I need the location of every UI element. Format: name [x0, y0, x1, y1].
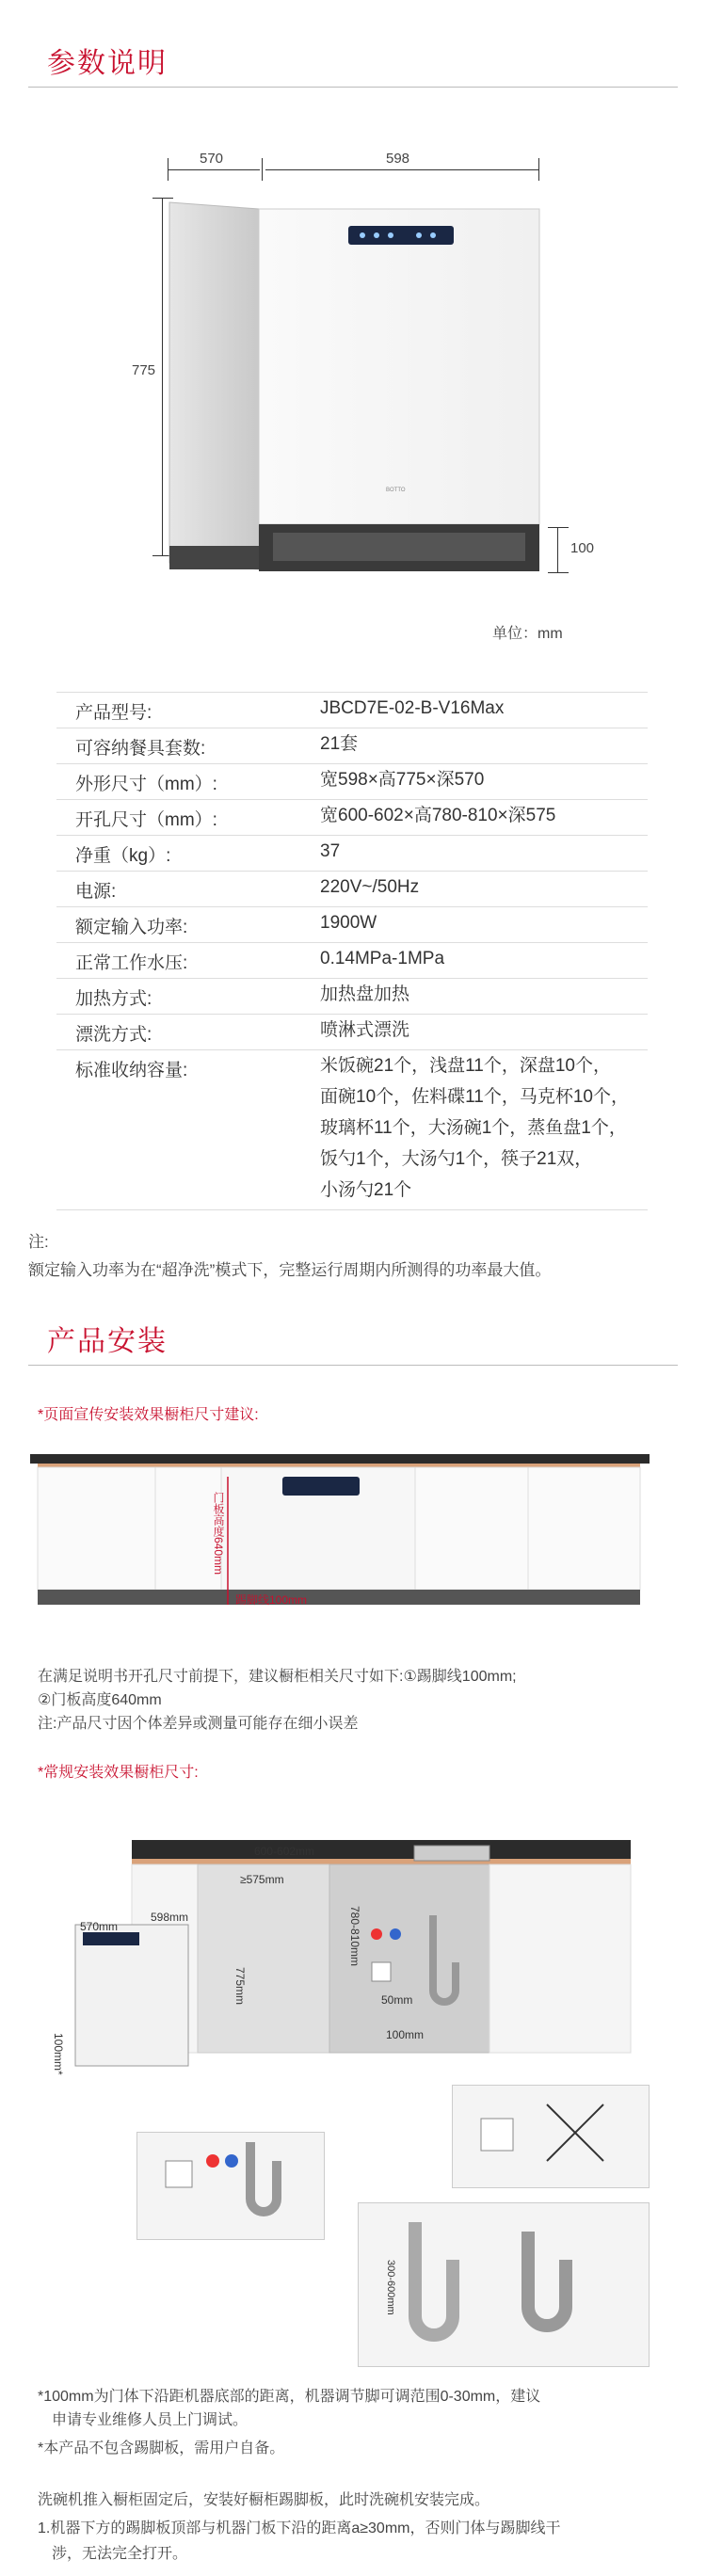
spec-value: 宽600-602×高780-810×深575: [320, 806, 556, 825]
section-title-install: 产品安装: [47, 1326, 168, 1357]
spec-value: 米饭碗21个，浅盘11个，深盘10个， 面碗10个，佐料碟11个，马克杯10个， 玻璃杯11个，大汤碗1个，蒸鱼盘1个， 饭勺1个，大汤勺1个，筷子21双， 小汤勺21个: [320, 1056, 629, 1200]
install-subtitle-2: *常规安装效果橱柜尺寸:: [38, 1765, 199, 1781]
footnote: *100mm为门体下沿距机器底部的距离，机器调节脚可调范围0-30mm，建议: [38, 2389, 541, 2405]
spec-key: 漂洗方式:: [75, 1025, 152, 1045]
spec-key: 额定输入功率:: [75, 918, 188, 937]
spec-key: 加热方式:: [75, 989, 152, 1009]
spec-value: 0.14MPa-1MPa: [320, 949, 445, 968]
opening-height-label: 780-810mm: [348, 1906, 361, 1967]
unit-label: 单位：mm: [492, 626, 563, 642]
socket-height-label: 50mm: [381, 1993, 413, 2007]
kick-height-label: 踢脚线100mm: [235, 1593, 308, 1607]
door-height-label: 门板高度640mm: [212, 1492, 225, 1576]
install-subtitle-1: *页面宣传安装效果橱柜尺寸建议:: [38, 1407, 259, 1423]
height-label: 775: [132, 362, 156, 378]
product-height-label: 775mm: [233, 1967, 247, 2006]
brand-logo: BOTTO: [386, 488, 406, 493]
section-divider: [28, 87, 678, 88]
footnote: 涉，无法完全打开。: [52, 2546, 188, 2562]
detail-photo-drain: [358, 2202, 650, 2367]
section-divider: [28, 1365, 678, 1366]
install-para-line: 在满足说明书开孔尺寸前提下，建议橱柜相关尺寸如下:①踢脚线100mm;: [38, 1669, 517, 1685]
spec-value: 21套: [320, 734, 359, 754]
depth-label: 570: [200, 151, 224, 167]
section-title-params: 参数说明: [47, 48, 168, 79]
dishwasher-illustration: [0, 94, 706, 621]
product-depth-label: 570mm: [80, 1920, 119, 1933]
footnote: 洗碗机推入橱柜固定后，安装好橱柜踢脚板，此时洗碗机安装完成。: [38, 2492, 490, 2508]
drain-height-label: 300-600mm: [385, 2260, 396, 2315]
spec-value: 1900W: [320, 913, 377, 933]
dishwasher-dimension-figure: [0, 94, 706, 642]
socket-photo-illustration: [137, 2133, 325, 2240]
spec-key: 电源:: [75, 882, 117, 902]
spec-value: 加热盘加热: [320, 984, 410, 1004]
drain-photo-illustration: [359, 2203, 650, 2367]
install-para-line: ②门板高度640mm: [38, 1692, 162, 1708]
width-label: 598: [386, 151, 410, 167]
footnote: 1.机器下方的踢脚板顶部与机器门板下沿的距离a≥30mm，否则门体与踢脚线干: [38, 2520, 561, 2536]
spec-key: 开孔尺寸（mm）:: [75, 810, 217, 830]
spec-value: 宽598×高775×深570: [320, 770, 485, 790]
product-width-label: 598mm: [151, 1911, 189, 1924]
spec-key: 产品型号:: [75, 703, 152, 723]
spec-key: 外形尺寸（mm）:: [75, 775, 217, 794]
spec-key: 标准收纳容量:: [75, 1061, 188, 1080]
notes-label: 注:: [28, 1233, 49, 1251]
detail-photo-outlet: [452, 2085, 650, 2188]
installation-diagram: [0, 1821, 706, 2122]
spec-table: [56, 692, 648, 1210]
spec-key: 净重（kg）:: [75, 846, 171, 866]
outlet-photo-illustration: [453, 2086, 650, 2188]
cabinet-row-illustration: [0, 1454, 706, 1633]
footnote: *本产品不包含踢脚板，需用户自备。: [38, 2440, 285, 2456]
spec-value: 喷淋式漂洗: [320, 1020, 410, 1040]
spec-row: [56, 1050, 648, 1210]
footnote: 申请专业维修人员上门调试。: [52, 2412, 249, 2428]
spec-value: JBCD7E-02-B-V16Max: [320, 698, 505, 718]
notes-text: 额定输入功率为在“超净洗”模式下，完整运行周期内所测得的功率最大值。: [28, 1261, 552, 1279]
spec-value: 37: [320, 841, 341, 861]
install-para-line: 注:产品尺寸因个体差异或测量可能存在细小误差: [38, 1716, 359, 1732]
kick-label: 100: [570, 540, 595, 556]
spec-key: 正常工作水压:: [75, 953, 188, 973]
opening-width-label: 600-602mm: [254, 1845, 315, 1858]
opening-depth-label: ≥575mm: [240, 1873, 284, 1886]
socket-width-label: 100mm: [386, 2028, 425, 2041]
detail-photo-socket: [136, 2132, 325, 2240]
spec-key: 可容纳餐具套数:: [75, 739, 206, 759]
spec-value: 220V~/50Hz: [320, 877, 420, 897]
product-kick-label: 100mm*: [52, 2033, 65, 2075]
